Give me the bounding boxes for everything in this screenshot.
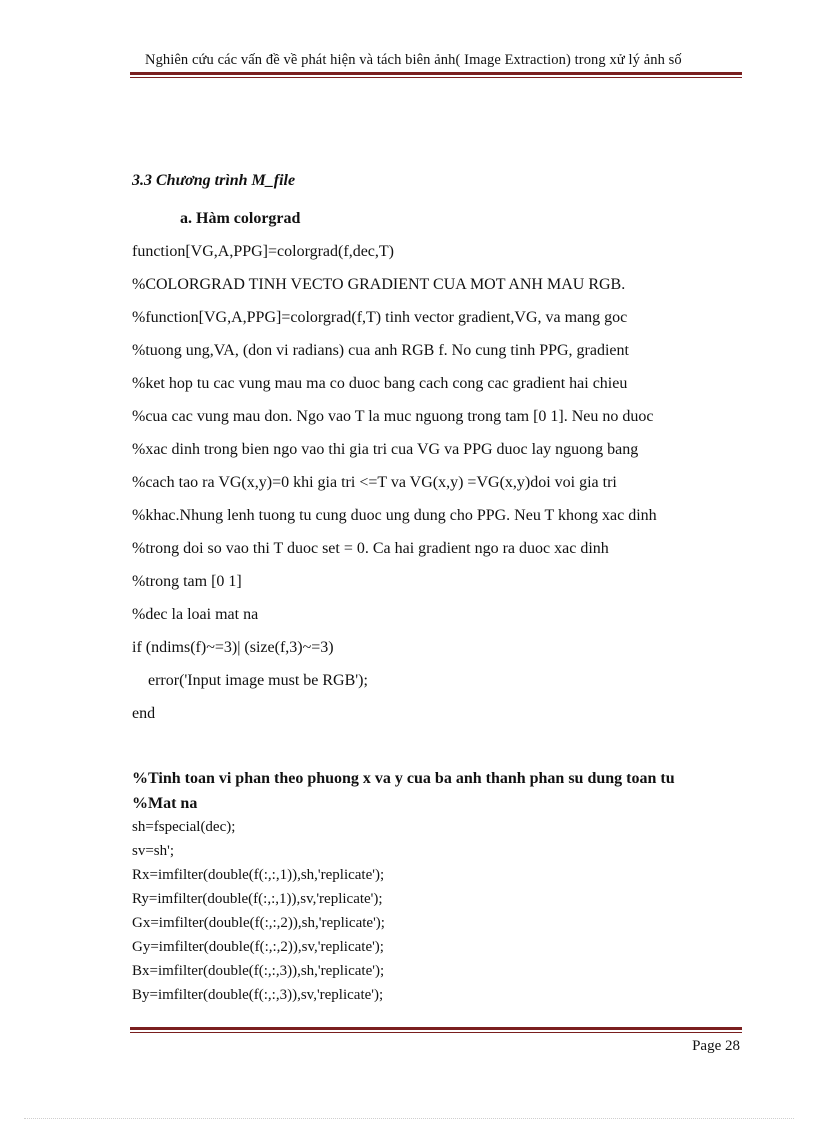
code-line: sh=fspecial(dec);	[132, 819, 236, 835]
bold-comment-line: %Mat na	[132, 795, 198, 812]
code-line: Rx=imfilter(double(f(:,:,1)),sh,'replicate');	[132, 867, 385, 883]
subsection-heading: a. Hàm colorgrad	[180, 210, 301, 227]
code-line: %cua cac vung mau don. Ngo vao T la muc nguong trong tam [0 1]. Neu no duoc	[132, 408, 654, 425]
code-line: Gy=imfilter(double(f(:,:,2)),sv,'replicate');	[132, 939, 384, 955]
code-line: if (ndims(f)~=3)| (size(f,3)~=3)	[132, 639, 334, 656]
header-rule	[130, 72, 742, 78]
code-line: error('Input image must be RGB');	[132, 672, 368, 689]
code-line: %trong tam [0 1]	[132, 573, 242, 590]
code-line: %xac dinh trong bien ngo vao thi gia tri cua VG va PPG duoc lay nguong bang	[132, 441, 639, 458]
code-line: end	[132, 705, 156, 722]
code-line: Gx=imfilter(double(f(:,:,2)),sh,'replicate');	[132, 915, 385, 931]
code-line: %ket hop tu cac vung mau ma co duoc bang cach cong cac gradient hai chieu	[132, 375, 628, 392]
page-number: Page 28	[692, 1038, 740, 1054]
code-line: %dec la loai mat na	[132, 606, 259, 623]
bold-comment-line: %Tinh toan vi phan theo phuong x va y cua ba anh thanh phan su dung toan tu	[132, 770, 675, 787]
code-line: %COLORGRAD TINH VECTO GRADIENT CUA MOT ANH MAU RGB.	[132, 276, 626, 293]
footer-rule	[130, 1027, 742, 1033]
code-line: sv=sh';	[132, 843, 175, 859]
code-line: %cach tao ra VG(x,y)=0 khi gia tri <=T va VG(x,y) =VG(x,y)doi voi gia tri	[132, 474, 617, 491]
code-line: %function[VG,A,PPG]=colorgrad(f,T) tinh vector gradient,VG, va mang goc	[132, 309, 628, 326]
code-line: By=imfilter(double(f(:,:,3)),sv,'replicate');	[132, 987, 384, 1003]
code-line: %trong doi so vao thi T duoc set = 0. Ca hai gradient ngo ra duoc xac dinh	[132, 540, 609, 557]
section-heading: 3.3 Chương trình M_file	[132, 172, 296, 189]
code-line: %tuong ung,VA, (don vi radians) cua anh RGB f. No cung tinh PPG, gradient	[132, 342, 629, 359]
header-title: Nghiên cứu các vấn đề về phát hiện và tách biên ảnh( Image Extraction) trong xử lý ảnh số	[145, 52, 682, 68]
page-bottom-divider	[24, 1118, 794, 1119]
code-line: %khac.Nhung lenh tuong tu cung duoc ung dung cho PPG. Neu T khong xac dinh	[132, 507, 657, 524]
code-line: Ry=imfilter(double(f(:,:,1)),sv,'replicate');	[132, 891, 383, 907]
code-line: Bx=imfilter(double(f(:,:,3)),sh,'replicate');	[132, 963, 385, 979]
code-line: function[VG,A,PPG]=colorgrad(f,dec,T)	[132, 243, 394, 260]
